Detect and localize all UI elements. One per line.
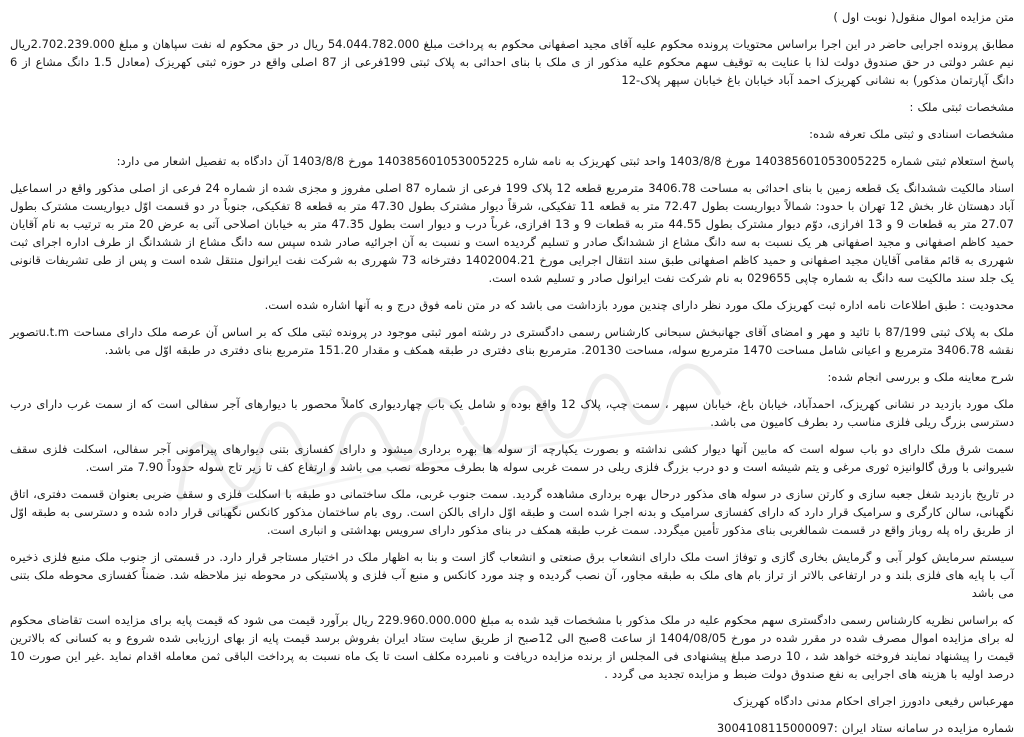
paragraph-surveyor-map: ملک به پلاک ثبتی 87/199 با تائید و مهر و امضای آقای جهانبخش سبحانی کارشناس رسمی دادگستری در رشته امور ثبتی موجود در پرونده ثبتی ملک که بر اساس آن عرصه ملک دارای مساحت u.t.mتصویر نقشه 3406.78 مترمربع و اعیانی شامل مساحت 1470 مترمربع سوله، مساحت 20130. مترمربع بنای دفتری در طبقه همکف و مقدار 151.20 مترمربع بنای دفتری در طبقه اوّل می باشد.	[10, 325, 1014, 357]
paragraph-utilities: سیستم سرمایش کولر آبی و گرمایش بخاری گازی و توفاژ است ملک دارای انشعاب برق صنعتی و انشعاب گاز است و بنا به اظهار ملک در اختیار مستاجر قرار دارد. در قسمتی از جنوب ملک منبع فلزی ذخیره آب با پایه های فلزی بلند و در ارتفاعی بالاتر از تراز بام های ملک به طبقه مجاور، آن نصب گردیده و چند مورد کانکس و منبع آب فلزی و پلاستیکی در محوطه نیز ملاحظه شد. ضمناً کفسازی محوطه ملک بتنی می باشد	[10, 550, 1014, 600]
paragraph-auction-number: شماره مزایده در سامانه ستاد ایران :3004108115000097	[716, 721, 1014, 735]
heading-inspection: شرح معاینه ملک و بررسی انجام شده:	[827, 370, 1014, 384]
paragraph-officer-signature: مهرعباس رفیعی دادورز اجرای احکام مدنی دادگاه کهریزک	[732, 694, 1014, 708]
paragraph-case-summary: مطابق پرونده اجرایی حاضر در این اجرا براساس محتویات پرونده محکوم علیه آقای مجید اصفهانی محکوم به پرداخت مبلغ 54.044.782.000 ریال در حق محکوم له نفت سپاهان و مبلغ 2.702.239.000ریال نیم عشر دولتی در حق صندوق دولت لذا با عنایت به توقیف سهم محکوم علیه مذکور از ی ملک با بنای احداثی به پلاک ثبتی 199فرعی از 87 اصلی واقع در حوزه ثبتی کهریزک (معادل 1.5 دانگ مشاع از 6 دانگ آپارتمان مذکور) به نشانی کهریزک احمد آباد خیابان باغ خیابان سپهر پلاک-12	[10, 37, 1014, 87]
paragraph-east-side: سمت شرق ملک دارای دو باب سوله است که مابین آنها دیوار کشی نداشته و بصورت یکپارچه از سوله ها بهره برداری میشود و دارای کفسازی بتنی دیوارهای پیرامونی آجر سفالی، اسکلت فلزی سقف شیروانی با ورق گالوانیزه ثوری مرغی و یتم شیشه است و دو درب بزرگ فلزی ریلی در سمت غربی سوله ها بطرف محوطه نصب می باشد و ارتفاع کف تا زیر تاج سوله حدوداً 7.90 متر است.	[10, 442, 1014, 474]
paragraph-registry-inquiry: پاسخ استعلام ثبتی شماره 140385601053005225 مورخ 1403/8/8 واحد ثبتی کهریزک به نامه شاره 140385601053005225 مورخ 1403/8/8 آن دادگاه به تفصیل اشعار می دارد:	[116, 154, 1014, 168]
paragraph-inspection-location: ملک مورد بازدید در نشانی کهریزک، احمدآباد، خیابان باغ، خیابان سپهر ، سمت چپ، پلاک 12 واقع بوده و شامل یک باب چهاردیواری کاملاً محصور با دیوارهای آجر سفالی است که از سمت غرب دارای درب دسترسی بزرگ ریلی فلزی مناسب رد بطرف کامیون می باشد.	[10, 397, 1014, 429]
paragraph-visit-observations: در تاریخ بازدید شغل جعبه سازی و کارتن سازی در سوله های مذکور درحال بهره برداری مشاهده گردید. سمت جنوب غربی، ملک ساختمانی دو طبقه با اسکلت فلزی و سقف ضربی بعنوان قسمت دفتری، اتاق نگهبانی، سالن کارگری و سرامیک قرار دارد که دارای کفسازی سرامیک و بدنه اجرا شده است و طبقه اوّل دارای بالکن است. روی بام ساختمان مذکور کانکس نگهبانی قرار داده شده و دسترسی به طبقه اوّل از طریق راه پله روباز واقع در قسمت شمالغربی بنای مذکور تأمین میگردد. سمت غرب طبقه همکف در بنای مذکور دارای سرویس بهداشتی و انباری است.	[10, 487, 1014, 537]
paragraph-ownership-deeds: اسناد مالکیت ششدانگ یک قطعه زمین با بنای احداثی به مساحت 3406.78 مترمربع قطعه 12 پلاک 199 فرعی از شماره 87 اصلی مفروز و مجزی شده از شماره 24 فرعی از اصلی مذکور واقع در اسماعیل آباد دهستان غار بخش 12 تهران با حدود: شمالاً دیواریست بطول 72.47 متر به قطعه 11 تفکیکی، شرقاً دیوار مشترک بطول 47.30 متر به قطعه 8 تفکیکی، جنوباً در دو قسمت اوّل دیواریست مشترک بطول 27.07 متر به قطعات 9 و 13 افرازی، دوّم دیوار مشترک بطول 44.55 متر به قطعات 9 و 13 افرازی، غرباً درب و دیوار است بطول 47.35 متر به خیابان اصلاحی آتی به عرض 20 متر به ترتیب به نام آقایان حمید کاظم اصفهانی و مجید اصفهانی هر یک نسبت به سه دانگ مشاع از ششدانگ صادر و تسلیم گردیده است و نسبت به آن اجرائیه صادر شده سپس سه دانگ مشاع از ششدانگ از طرف اداره اجرای ثبت شهرری به قائم مقامی آقایان مجید اصفهانی و حمید کاظم اصفهانی طبق سند انتقال اجرایی مورخ 1402004.21 دفترخانه 73 شهرری به شرکت نفت ایرانول منتقل شده است و پس از طی تشریفات قانونی یک جلد سند مالکیت سه دانگ به شماره چاپی 029655 به نام شرکت نفت ایرانول صادر و تسلیم شده است.	[10, 181, 1015, 285]
heading-document-specs: مشخصات اسنادی و ثبتی ملک تعرفه شده:	[809, 127, 1014, 141]
heading-registry-specs: مشخصات ثبتی ملک :	[909, 100, 1014, 114]
document-content	[10, 8, 1014, 737]
paragraph-valuation-auction-terms: که براساس نظریه کارشناس رسمی دادگستری سهم محکوم علیه در ملک مذکور با مشخصات قید شده به مبلغ 229.960.000.000 ریال برآورد قیمت می شود که قیمت پایه برای مزایده است تقاضای محکوم له برای مزایده اموال مصرف شده در مقرر شده در مورخ 1404/08/05 از ساعت 8صبح الی 12صبح از طریق سایت ستاد ایران بفروش برسد قیمت پایه از بهای ارزیابی شده شروع و به کسانی که بالاترین قیمت را پیشنهاد نمایند فروخته خواهد شد ، 10 درصد مبلغ پیشنهادی فی المجلس از برنده مزایده دریافت و نامبرده مکلف است تا یک ماه نسبت به پرداخت الباقی ثمن معامله اقدام نماید .غیر این صورت 10 درصد اولیه با هزینه های اجرایی به نفع صندوق دولت ضبط و مزایده تجدید می گردد .	[10, 613, 1014, 681]
document-title: متن مزایده اموال منقول( نوبت اول )	[833, 10, 1014, 24]
paragraph-restrictions: محدودیت : طبق اطلاعات نامه اداره ثبت کهریزک ملک مورد نظر دارای چندین مورد بازداشت می باشد که در متن نامه فوق درج و به آنها اشاره شده است.	[264, 298, 1014, 312]
